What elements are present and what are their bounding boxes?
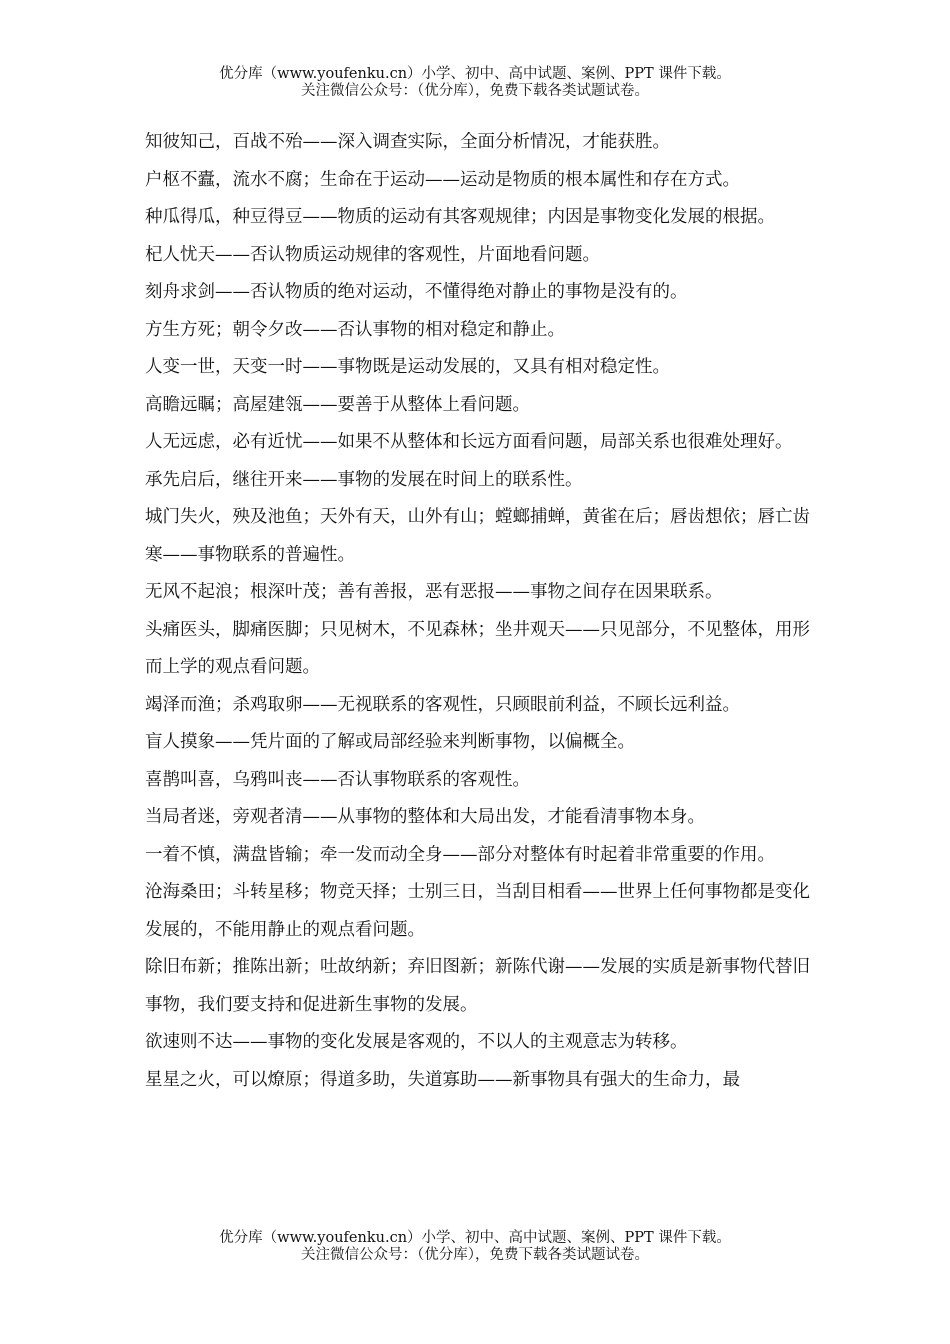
entry-3: 种瓜得瓜，种豆得豆——物质的运动有其客观规律；内因是事物变化发展的根据。: [145, 207, 775, 227]
header-line-2: 关注微信公众号：（优分库），免费下载各类试题试卷。: [301, 83, 649, 99]
document-body: [145, 124, 825, 1099]
entry-8: 高瞻远瞩；高屋建瓴——要善于从整体上看问题。: [145, 394, 530, 415]
header-line-1: 优分库（www.youfenku.cn）小学、初中、高中试题、案例、PPT 课件下载。: [219, 66, 731, 82]
entry-2: 户枢不蠹，流水不腐；生命在于运动——运动是物质的根本属性和存在方式。: [145, 169, 740, 190]
entry-20: 除旧布新；推陈出新；吐故纳新；弃旧图新；新陈代谢——发展的实质是新事物代替旧事物，我们要支持和促进新生事物的发展。: [145, 957, 810, 1015]
entry-1: 知彼知己，百战不殆——深入调查实际，全面分析情况，才能获胜。: [145, 132, 670, 152]
page-footer: [0, 1230, 950, 1264]
page-header: [0, 66, 950, 100]
entry-12: 无风不起浪；根深叶茂；善有善报，恶有恶报——事物之间存在因果联系。: [145, 582, 723, 602]
entry-9: 人无远虑，必有近忧——如果不从整体和长远方面看问题，局部关系也很难处理好。: [145, 432, 793, 452]
footer-line-1: 优分库（www.youfenku.cn）小学、初中、高中试题、案例、PPT 课件下载。: [219, 1230, 731, 1246]
footer-line-2: 关注微信公众号：（优分库），免费下载各类试题试卷。: [301, 1247, 649, 1263]
entry-18: 一着不慎，满盘皆输；牵一发而动全身——部分对整体有时起着非常重要的作用。: [145, 844, 775, 865]
entry-10: 承先启后，继往开来——事物的发展在时间上的联系性。: [145, 469, 583, 490]
entry-14: 竭泽而渔；杀鸡取卵——无视联系的客观性，只顾眼前利益，不顾长远利益。: [145, 694, 740, 715]
entry-11: 城门失火，殃及池鱼；天外有天，山外有山；螳螂捕蝉，黄雀在后；唇齿想依；唇亡齿寒——事物联系的普遍性。: [145, 507, 810, 565]
entry-6: 方生方死；朝令夕改——否认事物的相对稳定和静止。: [145, 319, 565, 340]
entry-5: 刻舟求剑——否认物质的绝对运动，不懂得绝对静止的事物是没有的。: [145, 282, 688, 302]
entry-4: 杞人忧天——否认物质运动规律的客观性，片面地看问题。: [145, 244, 600, 265]
entry-15: 盲人摸象——凭片面的了解或局部经验来判断事物，以偏概全。: [145, 732, 635, 752]
entry-16: 喜鹊叫喜，乌鸦叫丧——否认事物联系的客观性。: [145, 769, 530, 790]
entry-19: 沧海桑田；斗转星移；物竞天择；士别三日，当刮目相看——世界上任何事物都是变化发展的，不能用静止的观点看问题。: [145, 882, 810, 940]
entry-21: 欲速则不达——事物的变化发展是客观的，不以人的主观意志为转移。: [145, 1032, 688, 1052]
entry-13: 头痛医头，脚痛医脚；只见树木，不见森林；坐井观天——只见部分，不见整体，用形而上学的观点看问题。: [145, 619, 810, 677]
entry-7: 人变一世，天变一时——事物既是运动发展的，又具有相对稳定性。: [145, 357, 670, 377]
entry-17: 当局者迷，旁观者清——从事物的整体和大局出发，才能看清事物本身。: [145, 807, 705, 827]
entry-22: 星星之火，可以燎原；得道多助，失道寡助——新事物具有强大的生命力，最: [145, 1069, 740, 1090]
